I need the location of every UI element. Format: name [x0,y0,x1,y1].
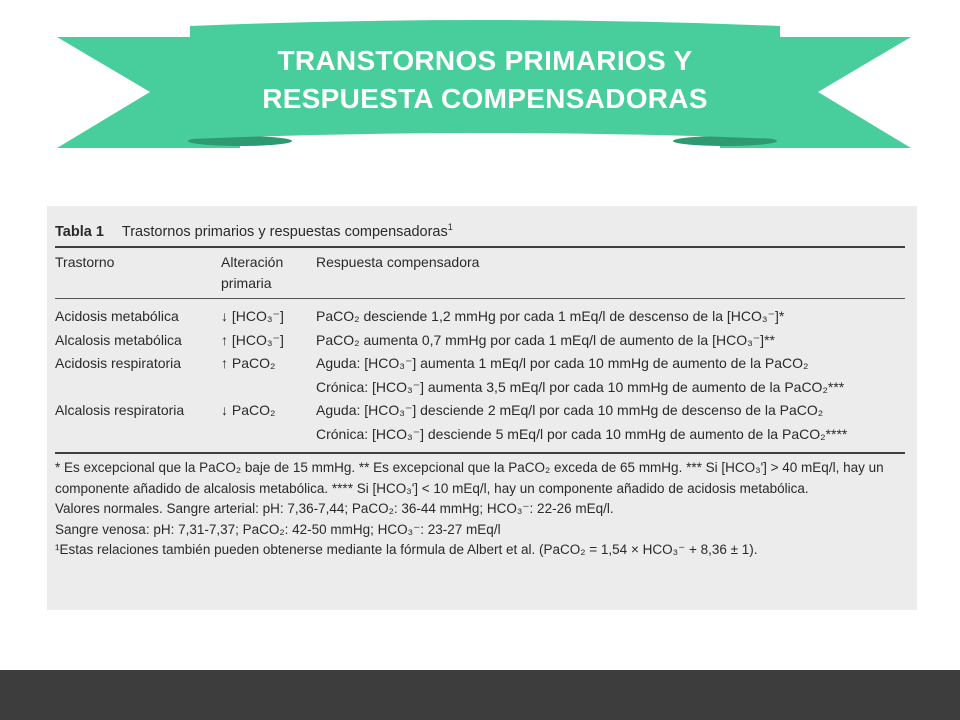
table-caption-text: Trastornos primarios y respuestas compensadoras [121,223,448,240]
cell-alteracion [221,423,316,447]
slide-title-line-1: TRANSTORNOS PRIMARIOS Y [277,45,693,76]
table-body [55,305,905,446]
cell-respuesta: PaCO₂ aumenta 0,7 mmHg por cada 1 mEq/l de aumento de la [HCO₃⁻]** [316,331,775,348]
footnote-line: Valores normales. Sangre arterial: pH: 7,36-7,44; PaCO₂: 36-44 mmHg; HCO₃⁻: 22-26 mEq/l. [55,501,614,516]
table-row [55,399,905,423]
header-trastorno: Trastorno [55,254,115,270]
cell-respuesta: Crónica: [HCO₃⁻] aumenta 3,5 mEq/l por cada 10 mmHg de aumento de la PaCO₂*** [316,378,845,395]
cell-trastorno: Alcalosis metabólica [55,331,182,348]
table-row [55,423,905,447]
cell-alteracion: ↑ PaCO₂ [221,355,276,371]
cell-trastorno: Acidosis respiratoria [55,355,182,371]
cell-respuesta: Crónica: [HCO₃⁻] desciende 5 mEq/l por cada 10 mmHg de aumento de la PaCO₂**** [316,425,848,442]
cell-trastorno [55,423,221,447]
table-bottom-rule [55,452,905,454]
slide-title [190,42,780,118]
table-row [55,305,905,329]
footnote-line: Sangre venosa: pH: 7,31-7,37; PaCO₂: 42-50 mmHg; HCO₃⁻: 23-27 mEq/l [55,521,501,537]
footnote-line: componente añadido de alcalosis metabólica. **** Si [HCO₃'] < 10 mEq/l, hay un componente añadido de acidosis metabólica. [55,480,809,496]
cell-alteracion: ↓ PaCO₂ [221,402,276,418]
slide-title-line-2: RESPUESTA COMPENSADORAS [262,83,708,114]
cell-trastorno: Alcalosis respiratoria [55,402,185,418]
cell-alteracion: ↓ [HCO₃⁻] [221,308,284,324]
table-label: Tabla 1 [55,223,104,240]
table-header-rule [55,298,905,299]
cell-alteracion: ↑ [HCO₃⁻] [221,331,284,348]
cell-trastorno: Acidosis metabólica [55,308,179,324]
table-caption-ref: 1 [447,222,453,232]
table-row [55,329,905,353]
header-alteracion-line-2: primaria [221,275,272,291]
table-row [55,376,905,400]
table-header [55,248,905,298]
table-footnotes [55,458,905,561]
table-caption [55,214,905,240]
table-row [55,352,905,376]
footer-bar [0,670,960,720]
cell-respuesta: Aguda: [HCO₃⁻] desciende 2 mEq/l por cada 10 mmHg de descenso de la PaCO₂ [316,402,824,418]
cell-alteracion [221,376,316,400]
footnote-line: ¹Estas relaciones también pueden obtenerse mediante la fórmula de Albert et al. (PaCO₂ = 1,54 × HCO₃⁻ + 8,36 ± 1). [55,542,758,557]
header-respuesta: Respuesta compensadora [316,254,480,270]
header-alteracion-line-1: Alteración [221,254,284,270]
cell-respuesta: PaCO₂ desciende 1,2 mmHg por cada 1 mEq/l de descenso de la [HCO₃⁻]* [316,308,785,324]
header-alteracion [221,248,316,298]
cell-respuesta: Aguda: [HCO₃⁻] aumenta 1 mEq/l por cada 10 mmHg de aumento de la PaCO₂ [316,355,809,371]
cell-trastorno [55,376,221,400]
table-figure [47,206,917,610]
footnote-line: * Es excepcional que la PaCO₂ baje de 15 mmHg. ** Es excepcional que la PaCO₂ exceda de 65 mmHg. *** Si [HCO₃'] > 40 mEq/l, hay un [55,460,884,475]
